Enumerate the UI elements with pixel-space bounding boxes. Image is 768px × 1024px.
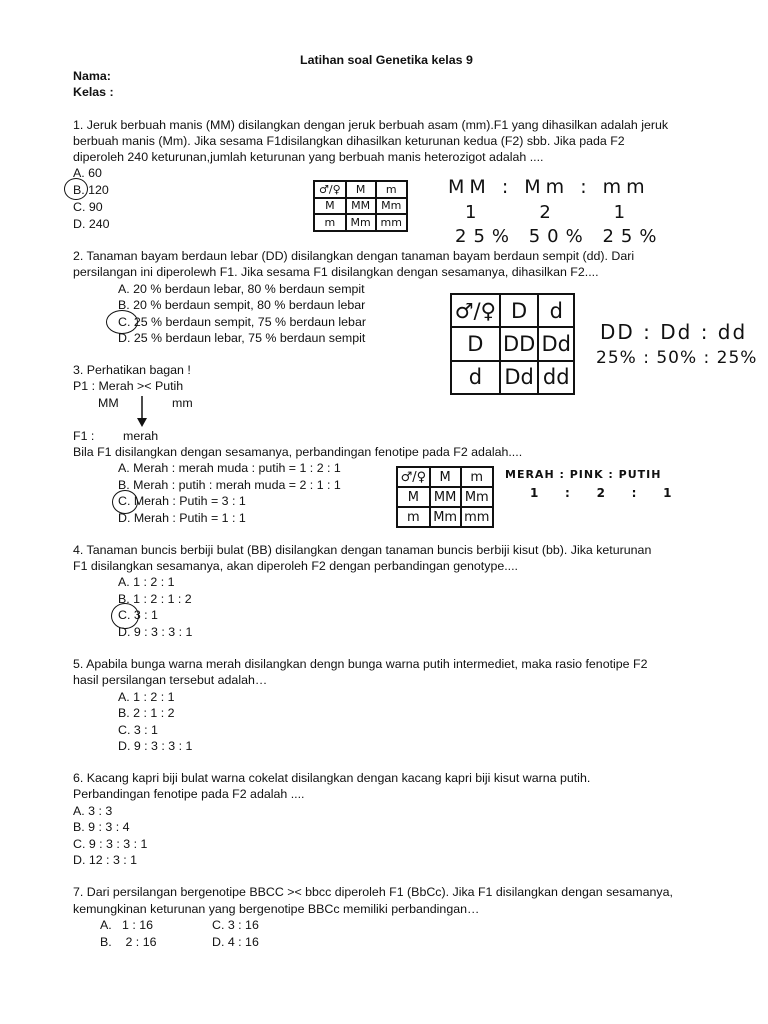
- q1-option-c[interactable]: C. 90: [73, 200, 103, 214]
- q2-punnett-cell: D: [500, 294, 539, 327]
- q2-option-a[interactable]: A. 20 % berdaun lebar, 80 % berdaun sempit: [118, 282, 365, 296]
- q6-option-c[interactable]: C. 9 : 3 : 3 : 1: [73, 837, 148, 851]
- q2-option-c[interactable]: C. 25 % berdaun sempit, 75 % berdaun lebar: [118, 315, 366, 329]
- q1-punnett-cell: mm: [376, 214, 407, 231]
- q4-option-d[interactable]: D. 9 : 3 : 3 : 1: [118, 625, 193, 639]
- down-arrow-icon: [136, 396, 148, 428]
- q1-punnett-cell: M: [346, 181, 376, 198]
- name-label: Nama:: [73, 69, 111, 83]
- class-label: Kelas :: [73, 85, 114, 99]
- q1-punnett-cell: m: [314, 214, 346, 231]
- q2-punnett-cell: ♂/♀: [451, 294, 500, 327]
- q1-punnett-cell: Mm: [376, 198, 407, 215]
- q3-punnett-cell: m: [397, 507, 430, 527]
- q3-note-ratio: 1 : 2 : 1: [530, 486, 674, 500]
- q2-text-line-2: persilangan ini diperolewh F1. Jika sesama F1 disilangkan dengan sesamanya, dihasilkan F2....: [73, 265, 599, 279]
- q1-punnett-cell: ♂/♀: [314, 181, 346, 198]
- q7-text-line-1: 7. Dari persilangan bergenotipe BBCC >< bbcc diperoleh F1 (BbCc). Jika F1 disilangkan dengan sesamanya,: [73, 885, 673, 899]
- q1-punnett-square: [313, 180, 408, 232]
- q3-intro: 3. Perhatikan bagan !: [73, 363, 191, 377]
- page-title: Latihan soal Genetika kelas 9: [300, 53, 473, 67]
- q1-option-a[interactable]: A. 60: [73, 166, 102, 180]
- q2-answer-circle: [106, 310, 138, 334]
- q5-text-line-2: hasil persilangan tersebut adalah…: [73, 673, 268, 687]
- q1-punnett-cell: Mm: [346, 214, 376, 231]
- q3-answer-circle: [112, 490, 138, 514]
- q4-text-line-2: F1 disilangkan sesamanya, akan diperoleh F2 dengan perbandingan genotype....: [73, 559, 518, 573]
- q6-option-b[interactable]: B. 9 : 3 : 4: [73, 820, 130, 834]
- q1-punnett-cell: M: [314, 198, 346, 215]
- q3-p1-cross: P1 : Merah >< Putih: [73, 379, 184, 393]
- q1-note-percent: 25% 50% 25%: [455, 226, 664, 247]
- q1-note-genotypes: MM : Mm : mm: [448, 176, 650, 198]
- q2-punnett-cell: d: [451, 361, 500, 394]
- q1-text-line-1: 1. Jeruk berbuah manis (MM) disilangkan dengan jeruk berbuah asam (mm).F1 yang dihasilkan adalah jeruk: [73, 118, 669, 132]
- q5-option-d[interactable]: D. 9 : 3 : 3 : 1: [118, 739, 193, 753]
- q2-punnett-square: [450, 293, 575, 395]
- q3-punnett-cell: M: [430, 467, 461, 487]
- q2-punnett-cell: dd: [538, 361, 574, 394]
- q1-answer-circle: [64, 178, 88, 200]
- q3-punnett-cell: Mm: [461, 487, 493, 507]
- q3-option-c[interactable]: C. Merah : Putih = 3 : 1: [118, 494, 246, 508]
- q1-text-line-3: diperoleh 240 keturunan,jumlah keturunan yang berbuah manis heterozigot adalah ....: [73, 150, 544, 164]
- q1-option-d[interactable]: D. 240: [73, 217, 110, 231]
- q1-option-b[interactable]: B. 120: [73, 183, 109, 197]
- q7-option-b[interactable]: B. 2 : 16: [100, 935, 157, 949]
- q6-option-d[interactable]: D. 12 : 3 : 1: [73, 853, 138, 867]
- q2-note-genotypes: DD : Dd : dd: [600, 320, 748, 344]
- q3-question: Bila F1 disilangkan dengan sesamanya, perbandingan fenotipe pada F2 adalah....: [73, 445, 523, 459]
- q2-punnett-cell: d: [538, 294, 574, 327]
- q3-option-d[interactable]: D. Merah : Putih = 1 : 1: [118, 511, 246, 525]
- q7-option-d[interactable]: D. 4 : 16: [212, 935, 259, 949]
- q3-punnett-cell: Mm: [430, 507, 461, 527]
- q3-p1-genotype-left: MM: [98, 396, 119, 410]
- q6-option-a[interactable]: A. 3 : 3: [73, 804, 113, 818]
- q7-option-a[interactable]: A. 1 : 16: [100, 918, 154, 932]
- q1-punnett-cell: MM: [346, 198, 376, 215]
- q3-p1-genotype-right: mm: [172, 396, 193, 410]
- q5-option-c[interactable]: C. 3 : 1: [118, 723, 158, 737]
- q6-text-line-2: Perbandingan fenotipe pada F2 adalah ....: [73, 787, 305, 801]
- q3-punnett-cell: ♂/♀: [397, 467, 430, 487]
- q2-option-b[interactable]: B. 20 % berdaun sempit, 80 % berdaun lebar: [118, 298, 366, 312]
- q1-note-ratio: 1 2 1: [465, 202, 634, 223]
- q4-answer-circle: [111, 603, 139, 629]
- q7-text-line-2: kemungkinan keturunan yang bergenotipe BBCc memiliki perbandingan…: [73, 902, 480, 916]
- q2-note-percent: 25% : 50% : 25%: [596, 348, 758, 368]
- q1-text-line-2: berbuah manis (Mm). Jika sesama F1disilangkan dihasilkan keturunan kedua (F2) sbb. Jika pada F2: [73, 134, 625, 148]
- q4-option-b[interactable]: B. 1 : 2 : 1 : 2: [118, 592, 192, 606]
- q2-punnett-cell: Dd: [538, 327, 574, 360]
- q2-punnett-cell: Dd: [500, 361, 539, 394]
- q4-option-a[interactable]: A. 1 : 2 : 1: [118, 575, 175, 589]
- q6-text-line-1: 6. Kacang kapri biji bulat warna cokelat disilangkan dengan kacang kapri biji kisut warna putih.: [73, 771, 591, 785]
- q5-text-line-1: 5. Apabila bunga warna merah disilangkan dengn bunga warna putih intermediet, maka rasio fenotipe F2: [73, 657, 648, 671]
- q3-punnett-cell: m: [461, 467, 493, 487]
- q3-punnett-square: [396, 466, 494, 528]
- q3-f1-label: F1 :: [73, 429, 95, 443]
- q4-option-c[interactable]: C. 3 : 1: [118, 608, 158, 622]
- q3-note-phenotypes: MERAH : PINK : PUTIH: [505, 468, 662, 481]
- q5-option-b[interactable]: B. 2 : 1 : 2: [118, 706, 175, 720]
- q2-text-line-1: 2. Tanaman bayam berdaun lebar (DD) disilangkan dengan tanaman bayam berdaun sempit (dd). Dari: [73, 249, 635, 263]
- q3-punnett-cell: MM: [430, 487, 461, 507]
- q1-punnett-cell: m: [376, 181, 407, 198]
- q7-option-c[interactable]: C. 3 : 16: [212, 918, 259, 932]
- q5-option-a[interactable]: A. 1 : 2 : 1: [118, 690, 175, 704]
- q3-option-b[interactable]: B. Merah : putih : merah muda = 2 : 1 : 1: [118, 478, 341, 492]
- q3-punnett-cell: mm: [461, 507, 493, 527]
- q2-punnett-cell: DD: [500, 327, 539, 360]
- q3-punnett-cell: M: [397, 487, 430, 507]
- q2-option-d[interactable]: D. 25 % berdaun lebar, 75 % berdaun sempit: [118, 331, 366, 345]
- q3-f1-value: merah: [123, 429, 159, 443]
- q4-text-line-1: 4. Tanaman buncis berbiji bulat (BB) disilangkan dengan tanaman buncis berbiji kisut (bb). Jika keturunan: [73, 543, 652, 557]
- q3-option-a[interactable]: A. Merah : merah muda : putih = 1 : 2 : 1: [118, 461, 341, 475]
- q2-punnett-cell: D: [451, 327, 500, 360]
